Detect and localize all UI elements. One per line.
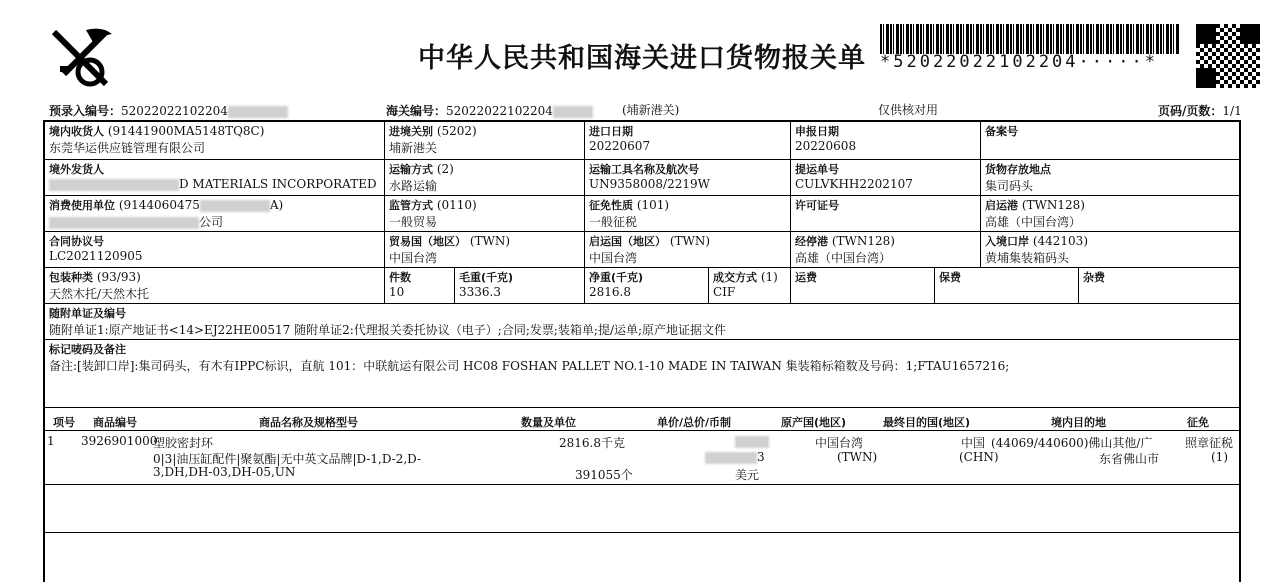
item-qty-pieces: 391055个 <box>575 468 633 482</box>
entry-port-label: 入境口岸 <box>985 235 1029 248</box>
item-dest: 中国 <box>961 436 986 450</box>
customs-emblem-icon <box>46 22 118 94</box>
deal-label: 成交方式 <box>713 271 757 284</box>
user-unit-code: (9144060475 <box>118 198 200 212</box>
declare-date-cell <box>791 122 981 160</box>
dep-port-label: 启运港 <box>985 199 1018 212</box>
item-currency: 美元 <box>735 468 760 482</box>
item-qty-weight: 2816.8千克 <box>559 436 625 450</box>
customs-port: (埔新港关) <box>622 103 680 117</box>
marks-label: 标记唛码及备注 <box>49 343 126 356</box>
shipper-value: D MATERIALS INCORPORATED <box>179 177 377 191</box>
origin-country-code: (TWN) <box>669 234 711 248</box>
item-origin: 中国台湾 <box>815 436 864 450</box>
transit-port-code: (TWN128) <box>831 234 895 248</box>
net-weight-cell <box>585 268 709 304</box>
docs-value: 随附单证1:原产地证书<14>EJ22HE00517 随附单证2:代理报关委托协议（电子）;合同;发票;装箱单;提/运单;原产地证据文件 <box>49 323 727 337</box>
dep-port-cell <box>981 196 1239 232</box>
origin-country-value: 中国台湾 <box>589 251 638 265</box>
col-tax: 征免 <box>1187 416 1209 429</box>
package-value: 天然木托/天然木托 <box>49 287 150 301</box>
storage-cell <box>981 160 1239 196</box>
docs-label: 随附单证及编号 <box>49 307 126 320</box>
transit-port-cell <box>791 232 981 268</box>
contract-label: 合同协议号 <box>49 235 104 248</box>
net-label: 净重(千克) <box>589 271 644 284</box>
supervision-label: 监管方式 <box>389 199 433 212</box>
items-header-divider <box>45 430 1239 431</box>
tax-nature-label: 征免性质 <box>589 199 633 212</box>
page-label: 页码/页数： <box>1158 104 1223 118</box>
vessel-cell <box>585 160 791 196</box>
item-dest-code: (CHN) <box>959 450 999 464</box>
prerecord-label: 预录入编号： <box>49 104 122 118</box>
col-domestic-dest: 境内目的地 <box>1051 416 1106 429</box>
prerecord-value: 52022022102204 <box>121 104 228 118</box>
storage-value: 集司码头 <box>985 179 1034 193</box>
consignee-code: (91441900MA5148TQ8C) <box>107 124 265 138</box>
gross-label: 毛重(千克) <box>459 271 514 284</box>
row-divider <box>45 484 1239 485</box>
marks-cell <box>45 340 1239 408</box>
supervision-cell <box>385 196 585 232</box>
col-hs-code: 商品编号 <box>93 416 137 429</box>
shipper-cell <box>45 160 385 196</box>
shipper-label: 境外发货人 <box>49 163 104 176</box>
verify-note: 仅供核对用 <box>878 103 939 117</box>
vessel-value: UN9358008/2219W <box>589 177 710 191</box>
page-title: 中华人民共和国海关进口货物报关单 <box>418 43 866 74</box>
transport-mode-value: 水路运输 <box>389 179 438 193</box>
misc-label: 杂费 <box>1083 271 1105 284</box>
dep-port-value: 高雄（中国台湾） <box>985 215 1082 229</box>
deal-value: CIF <box>713 285 736 299</box>
pieces-cell <box>385 268 455 304</box>
transport-mode-code: (2) <box>436 162 454 176</box>
supervision-value: 一般贸易 <box>389 215 438 229</box>
entry-port-code: (442103) <box>1032 234 1088 248</box>
item-origin-code: (TWN) <box>837 450 878 464</box>
origin-country-cell <box>585 232 791 268</box>
page-number <box>1158 102 1242 119</box>
prerecord-number <box>49 102 288 119</box>
license-label: 许可证号 <box>795 199 839 212</box>
package-code: (93/93) <box>96 270 141 284</box>
trade-country-cell <box>385 232 585 268</box>
item-spec-line2: 3,DH,DH-03,DH-05,UN <box>153 465 296 479</box>
user-unit-code-end: A) <box>269 198 284 212</box>
col-item-no: 项号 <box>53 416 75 429</box>
page-value: 1/1 <box>1222 104 1242 118</box>
record-no-cell <box>981 122 1239 160</box>
item-domestic-dest: (44069/440600)佛山其他/广 <box>991 436 1153 450</box>
freight-label: 运费 <box>795 271 817 284</box>
entry-office-code: (5202) <box>436 124 477 138</box>
entry-port-cell <box>981 232 1239 268</box>
user-unit-label: 消费使用单位 <box>49 199 115 212</box>
bl-value: CULVKHH2202107 <box>795 177 913 191</box>
deal-cell <box>709 268 791 304</box>
insurance-label: 保费 <box>939 271 961 284</box>
pieces-label: 件数 <box>389 271 411 284</box>
customs-number <box>386 102 593 119</box>
transport-mode-cell <box>385 160 585 196</box>
pieces-value: 10 <box>389 285 405 299</box>
import-date-cell <box>585 122 791 160</box>
col-name-spec: 商品名称及规格型号 <box>259 416 358 429</box>
row-divider <box>45 532 1239 533</box>
import-date-value: 20220607 <box>589 139 651 153</box>
misc-fee-cell <box>1079 268 1239 304</box>
item-spec-line1: 0|3|油压缸配件|聚氨酯|无中英文品牌|D-1,D-2,D- <box>153 452 422 466</box>
customs-no-value: 52022022102204 <box>446 104 553 118</box>
import-date-label: 进口日期 <box>589 125 633 138</box>
col-final-dest: 最终目的国(地区) <box>883 416 971 429</box>
customs-no-label: 海关编号： <box>386 104 447 118</box>
user-unit-cell <box>45 196 385 232</box>
vessel-label: 运输工具名称及航次号 <box>589 163 699 176</box>
entry-office-label: 进境关别 <box>389 125 433 138</box>
trade-country-code: (TWN) <box>469 234 511 248</box>
declare-date-value: 20220608 <box>795 139 857 153</box>
qr-code-image <box>1196 24 1260 88</box>
entry-office-value: 埔新港关 <box>389 141 438 155</box>
user-unit-value: 公司 <box>199 215 224 229</box>
bl-cell <box>791 160 981 196</box>
record-no-label: 备案号 <box>985 125 1018 138</box>
supervision-code: (0110) <box>436 198 477 212</box>
storage-label: 货物存放地点 <box>985 163 1051 176</box>
trade-country-value: 中国台湾 <box>389 251 438 265</box>
declaration-form <box>43 120 1241 582</box>
item-price-blurred <box>735 434 769 448</box>
deal-code: (1) <box>760 270 778 284</box>
item-domestic-dest-2: 东省佛山市 <box>1099 452 1160 466</box>
col-origin: 原产国(地区) <box>781 416 847 429</box>
barcode-text: *52022022102204·····* <box>880 52 1158 72</box>
item-tax-code: (1) <box>1211 450 1228 464</box>
package-cell <box>45 268 385 304</box>
package-label: 包装种类 <box>49 271 93 284</box>
freight-cell <box>791 268 935 304</box>
item-tax: 照章征税 <box>1185 436 1234 450</box>
contract-cell <box>45 232 385 268</box>
item-no: 1 <box>47 434 55 448</box>
col-price: 单价/总价/币制 <box>657 416 732 429</box>
gross-weight-cell <box>455 268 585 304</box>
transit-port-value: 高雄（中国台湾） <box>795 251 892 265</box>
gross-value: 3336.3 <box>459 285 501 299</box>
tax-nature-code: (101) <box>636 198 670 212</box>
insurance-cell <box>935 268 1079 304</box>
entry-port-value: 黄埔集装箱码头 <box>985 251 1070 265</box>
barcode-image <box>880 24 1180 54</box>
customs-emblem <box>46 22 118 94</box>
transport-mode-label: 运输方式 <box>389 163 433 176</box>
item-total-price <box>705 450 765 464</box>
tax-nature-value: 一般征税 <box>589 215 638 229</box>
dep-port-code: (TWN128) <box>1021 198 1085 212</box>
transit-port-label: 经停港 <box>795 235 828 248</box>
marks-value: 备注:[装卸口岸]:集司码头，有木有IPPC标识，直航 101：中联航运有限公司 HC08 FOSHAN PALLET NO.1-10 MADE IN TAIWAN 集装箱标箱数及号码：1;FTAU1657216; <box>49 359 1010 373</box>
consignee-cell <box>45 122 385 160</box>
declare-date-label: 申报日期 <box>795 125 839 138</box>
docs-cell <box>45 304 1239 340</box>
tax-nature-cell <box>585 196 791 232</box>
net-value: 2816.8 <box>589 285 631 299</box>
col-quantity: 数量及单位 <box>521 416 576 429</box>
item-price-tail: 3 <box>757 450 765 464</box>
contract-value: LC2021120905 <box>49 249 143 263</box>
license-cell <box>791 196 981 232</box>
entry-office-cell <box>385 122 585 160</box>
consignee-label: 境内收货人 <box>49 125 104 138</box>
item-hs-code: 3926901000 <box>81 434 158 448</box>
origin-country-label: 启运国（地区） <box>589 235 666 248</box>
consignee-value: 东莞华运供应链管理有限公司 <box>49 141 206 155</box>
item-name: 塑胶密封环 <box>153 436 214 450</box>
trade-country-label: 贸易国（地区） <box>389 235 466 248</box>
bl-label: 提运单号 <box>795 163 839 176</box>
